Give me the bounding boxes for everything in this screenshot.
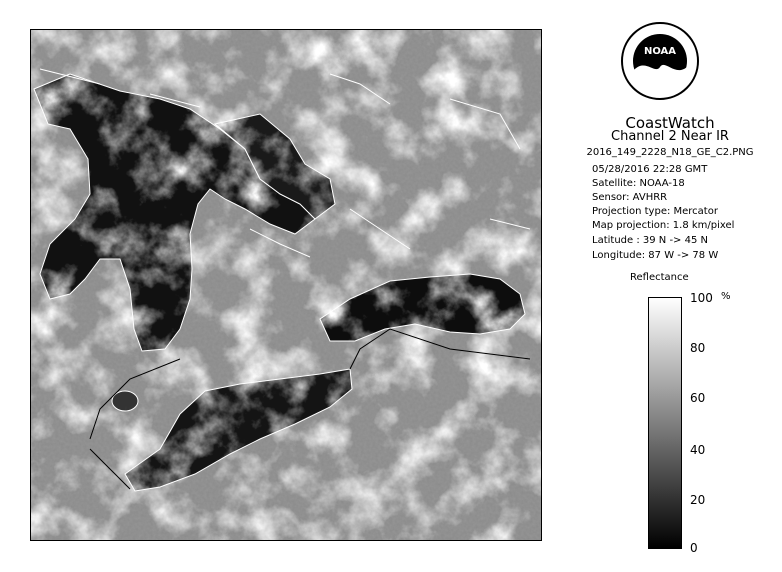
noaa-logo	[620, 17, 700, 105]
meta-datetime: 05/28/2016 22:28 GMT	[592, 164, 708, 175]
file-name: 2016_149_2228_N18_GE_C2.PNG	[586, 147, 754, 158]
meta-satellite: Satellite: NOAA-18	[592, 178, 685, 189]
reflectance-colorbar	[648, 297, 682, 549]
meta-sensor: Sensor: AVHRR	[592, 192, 668, 203]
meta-map-projection: Map projection: 1.8 km/pixel	[592, 220, 735, 231]
colorbar-tick-20: 20	[690, 493, 706, 507]
colorbar-title: Reflectance	[630, 272, 689, 283]
meta-projection-type: Projection type: Mercator	[592, 206, 718, 217]
colorbar-tick-60: 60	[690, 391, 706, 405]
colorbar-tick-0: 0	[690, 541, 698, 555]
colorbar-tick-100: 100	[690, 291, 713, 305]
colorbar-tick-40: 40	[690, 443, 706, 457]
meta-latitude: Latitude : 39 N -> 45 N	[592, 235, 708, 246]
meta-longitude: Longitude: 87 W -> 78 W	[592, 250, 719, 261]
colorbar-unit: %	[721, 291, 731, 302]
channel-subtitle: Channel 2 Near IR	[611, 129, 729, 144]
svg-text:NOAA: NOAA	[643, 46, 677, 57]
satellite-map	[30, 29, 542, 541]
colorbar-tick-80: 80	[690, 341, 706, 355]
product-title: CoastWatch	[625, 114, 715, 132]
cloud-layer	[30, 29, 542, 541]
